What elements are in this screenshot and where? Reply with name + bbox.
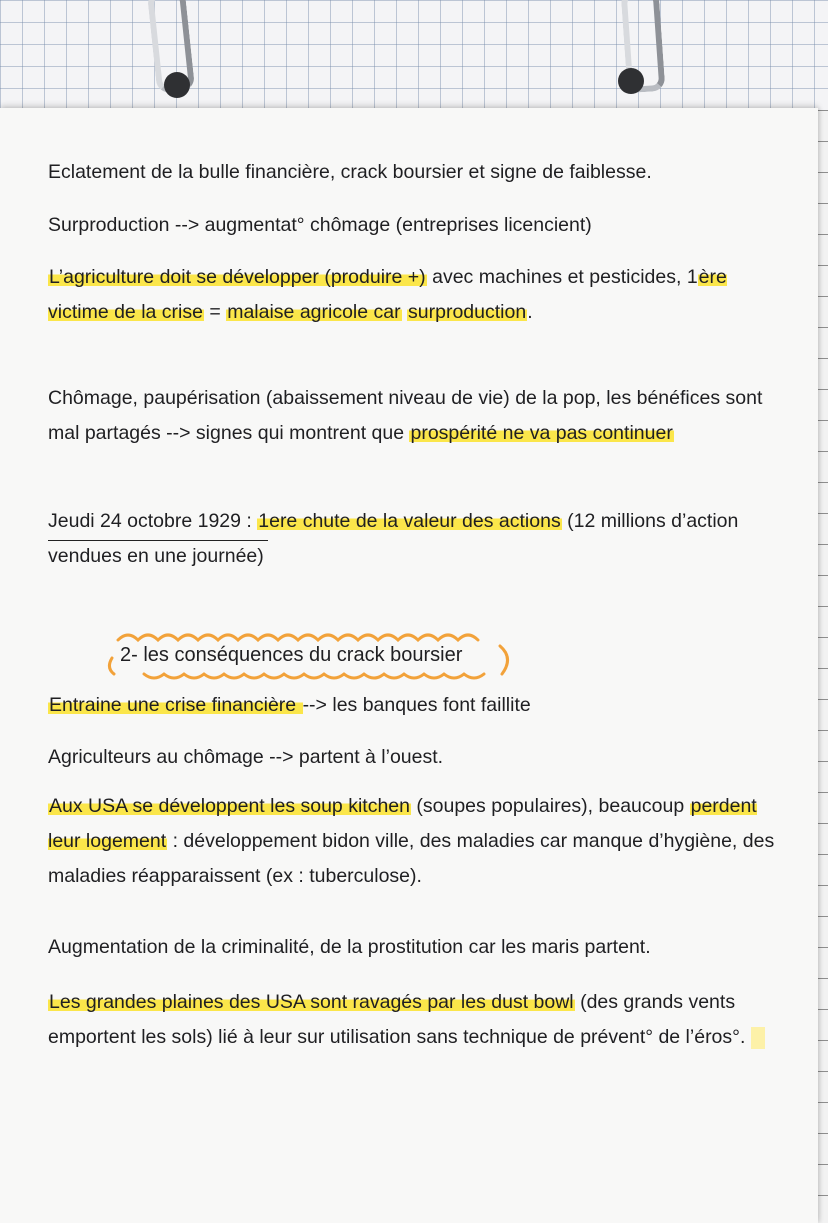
highlight: Entraine une crise financière bbox=[49, 694, 302, 716]
text: --> les banques font faillite bbox=[302, 694, 531, 716]
note-paragraph-surproduction: Surproduction --> augmentat° chômage (entreprises licencient) bbox=[48, 214, 592, 236]
highlight: malaise agricole car bbox=[227, 301, 401, 323]
note-paragraph-agriculteurs: Agriculteurs au chômage --> partent à l’ouest. bbox=[48, 746, 444, 768]
highlight: L’agriculture doit se développer (produire +) bbox=[49, 266, 426, 288]
highlight: Aux USA se développent les soup kitchen bbox=[49, 795, 410, 817]
text: Chômage, paupérisation (abaissement niveau de vie) de la pop, les bénéfices sont mal partagés --> signes qui montrent que bbox=[48, 387, 763, 444]
text: (des grands vents emportent les sols) lié à leur sur utilisation sans technique de prévent° de l’éros°. bbox=[48, 991, 746, 1048]
binder-hole-left bbox=[164, 72, 190, 98]
text: (12 millions d’action vendues en une journée) bbox=[48, 510, 739, 567]
note-paragraph-chomage bbox=[48, 381, 783, 451]
text: . bbox=[527, 301, 533, 323]
handwritten-underline bbox=[48, 540, 268, 541]
highlight: ère victime de la crise bbox=[48, 266, 727, 323]
note-paragraph-bubble: Eclatement de la bulle financière, crack boursier et signe de faiblesse. bbox=[48, 161, 652, 183]
note-paragraph-jeudi-noir bbox=[48, 504, 783, 574]
note-paragraph-agriculture bbox=[48, 260, 783, 330]
text: = bbox=[203, 301, 227, 323]
highlight: Les grandes plaines des USA sont ravagés par les dust bowl bbox=[49, 991, 574, 1013]
highlight: 1ere chute de la valeur des actions bbox=[258, 510, 561, 532]
note-paragraph-crise-financiere bbox=[48, 688, 783, 723]
section-heading: 2- les conséquences du crack boursier bbox=[120, 644, 463, 666]
text: Jeudi 24 octobre 1929 : bbox=[48, 510, 258, 532]
section-heading-cloud bbox=[104, 628, 514, 682]
highlight: prospérité ne va pas continuer bbox=[410, 422, 673, 444]
highlight: surproduction bbox=[408, 301, 527, 323]
text: : développement bidon ville, des maladies car manque d’hygiène, des maladies réapparaissent (ex : tuberculose). bbox=[48, 830, 775, 887]
note-paragraph-dust-bowl bbox=[48, 985, 783, 1055]
highlight-mark bbox=[751, 1027, 765, 1049]
highlight: perdent leur logement bbox=[48, 795, 757, 852]
note-paragraph-soup-kitchen bbox=[48, 789, 783, 894]
text: avec machines et pesticides, 1 bbox=[426, 266, 698, 288]
note-paragraph-criminalite: Augmentation de la criminalité, de la prostitution car les maris partent. bbox=[48, 936, 651, 958]
text: (soupes populaires), beaucoup bbox=[410, 795, 690, 817]
binder-hole-right bbox=[618, 68, 644, 94]
